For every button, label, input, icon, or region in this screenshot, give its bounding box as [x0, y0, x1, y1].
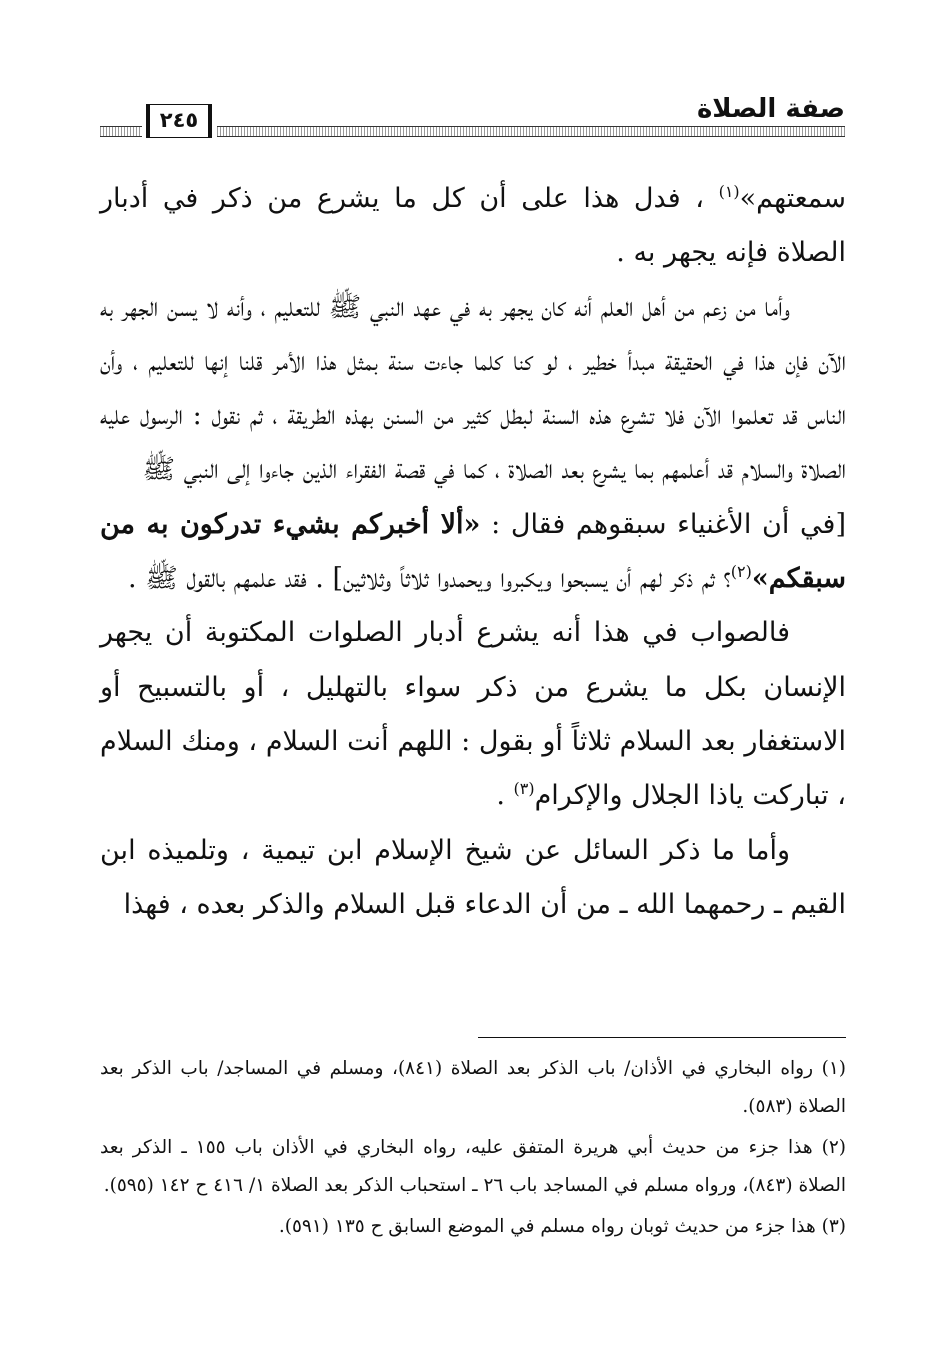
paragraph-3	[100, 498, 846, 607]
running-title: صفة الصلاة	[696, 94, 845, 124]
paragraph-4-text-a: فالصواب في هذا أنه يشرع أدبار الصلوات المكتوبة أن يجهر الإنسان بكل ما يشرع من ذكر سواء بالتهليل ، أو بالتسبيح أو الاستغفار بعد السلام ثلاثاً أو بقول : اللهم أنت السلام ، ومنك السلام ، تباركت ياذا الجلال والإكرام	[100, 617, 846, 812]
page-header	[100, 92, 845, 142]
footnote-ref-2: (٢)	[730, 562, 752, 582]
paragraph-4	[100, 606, 846, 823]
footnote-ref-1: (١)	[718, 182, 740, 201]
paragraph-1-text-b: ، فدل هذا على أن كل ما يشرع من ذكر في أدبار الصلاة فإنه يجهر به .	[100, 183, 846, 269]
paragraph-5: وأما ما ذكر السائل عن شيخ الإسلام ابن تيمية ، وتلميذه ابن القيم ـ رحمهما الله ـ من أن الدعاء قبل السلام والذكر بعده ، فهذا	[100, 834, 846, 920]
footnote-3-text: هذا جزء من حديث ثوبان رواه مسلم في الموضع السابق ح ١٣٥ (٥٩١).	[278, 1216, 816, 1237]
header-rule	[217, 126, 845, 137]
footnote-1-label: (١)	[821, 1058, 846, 1079]
footnote-2-text: هذا جزء من حديث أبي هريرة المتفق عليه، رواه البخاري في الأذان باب ١٥٥ ـ الذكر بعد الصلاة (٨٤٣)، ورواه مسلم في المساجد باب ٢٦ ـ استحباب الذكر بعد الصلاة ١/ ٤١٦ ح ١٤٢ (٥٩٥).	[100, 1137, 846, 1196]
footnote-1-text: رواه البخاري في الأذان/ باب الذكر بعد الصلاة (٨٤١)، ومسلم في المساجد/ باب الذكر بعد الصلاة (٥٨٣).	[100, 1058, 846, 1117]
footnote-3-label: (٣)	[821, 1216, 846, 1237]
paragraph-1-text-a: سمعتهم»	[739, 183, 846, 214]
paragraph-1	[100, 172, 846, 281]
paragraph-3-text-a: [في أن الأغنياء سبقوهم فقال :	[480, 508, 846, 540]
footnote-2	[100, 1129, 846, 1204]
footnotes	[100, 1050, 846, 1250]
footnote-3	[100, 1208, 846, 1246]
page-number: ٢٤٥	[146, 104, 212, 138]
paragraph-4-text-b: .	[496, 780, 514, 812]
hadith-quote: «ألا أخبركم بشيء تدركون به من سبقكم»	[100, 508, 846, 595]
footnote-ref-3: (٣)	[513, 779, 535, 799]
footnote-1	[100, 1050, 846, 1125]
footnote-2-label: (٢)	[821, 1137, 846, 1158]
header-rule-left	[100, 126, 142, 137]
main-text	[100, 172, 846, 932]
paragraph-2: وأما من زعم من أهل العلم أنه كان يجهر به في عهد النبي ﷺ للتعليم ، وأنه لا يسن الجهر به الآن فإن هذا في الحقيقة مبدأ خطير ، لو كنا كلما جاءت سنة بمثل هذا الأمر قلنا إنها للتعليم ، وأن الناس قد تعلموا الآن فلا تشرع هذه السنة لبطل كثير من السنن بهذه الطريقة ، ثم نقول : الرسول عليه الصلاة والسلام قد أعلمهم بما يشرع بعد الصلاة ، كما في قصة الفقراء الذين جاءوا إلى النبي ﷺ	[100, 291, 846, 486]
footnote-separator	[478, 1037, 846, 1038]
paragraph-3-text-b: ؟ ثم ذكر لهم أن يسبحوا ويكبروا ويحمدوا ثلاثاً وثلاثين] . فقد علمهم بالقول ﷺ .	[128, 563, 731, 595]
